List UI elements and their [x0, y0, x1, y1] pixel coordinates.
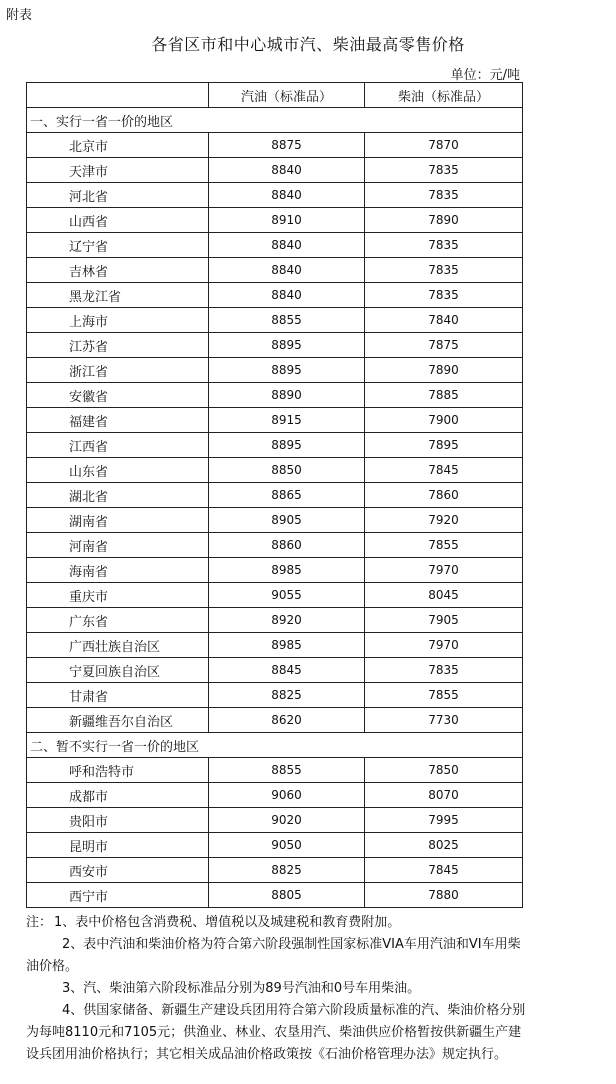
region-name: 呼和浩特市: [27, 758, 209, 783]
diesel-price: 7900: [365, 408, 523, 433]
diesel-price: 7835: [365, 233, 523, 258]
table-row: [27, 883, 523, 908]
diesel-price: 7855: [365, 533, 523, 558]
region-name: 湖南省: [27, 508, 209, 533]
region-name: 新疆维吾尔自治区: [27, 708, 209, 733]
gasoline-price: 8620: [209, 708, 365, 733]
table-body: [27, 108, 523, 908]
table-row: [27, 358, 523, 383]
region-name: 上海市: [27, 308, 209, 333]
gasoline-price: 8875: [209, 133, 365, 158]
diesel-price: 8025: [365, 833, 523, 858]
table-row: [27, 658, 523, 683]
notes: [26, 912, 526, 1066]
table-row: [27, 133, 523, 158]
gasoline-price: 8855: [209, 308, 365, 333]
region-name: 西宁市: [27, 883, 209, 908]
gasoline-price: 8895: [209, 433, 365, 458]
table-row: [27, 408, 523, 433]
gasoline-price: 8840: [209, 183, 365, 208]
diesel-price: 7970: [365, 558, 523, 583]
diesel-price: 7835: [365, 258, 523, 283]
region-name: 海南省: [27, 558, 209, 583]
price-table: [26, 82, 523, 908]
diesel-price: 7860: [365, 483, 523, 508]
diesel-price: 7835: [365, 183, 523, 208]
region-name: 河北省: [27, 183, 209, 208]
note-3: 3、汽、柴油第六阶段标准品分别为89号汽油和0号车用柴油。: [62, 981, 421, 996]
region-name: 浙江省: [27, 358, 209, 383]
diesel-price: 7890: [365, 208, 523, 233]
diesel-price: 7905: [365, 608, 523, 633]
diesel-price: 7835: [365, 158, 523, 183]
gasoline-price: 8985: [209, 633, 365, 658]
note-4: 4、供国家储备、新疆生产建设兵团用符合第六阶段质量标准的汽、柴油价格分别为每吨8110元和7105元；供渔业、林业、农垦用汽、柴油供应价格暂按供新疆生产建设兵团用油价格执行；其它相关成品油价格政策按《石油价格管理办法》规定执行。: [26, 1003, 526, 1062]
gasoline-price: 8805: [209, 883, 365, 908]
table-row: [27, 483, 523, 508]
table-row: [27, 433, 523, 458]
page-title: 各省区市和中心城市汽、柴油最高零售价格: [151, 35, 465, 54]
gasoline-price: 8920: [209, 608, 365, 633]
gasoline-price: 8855: [209, 758, 365, 783]
gasoline-price: 8985: [209, 558, 365, 583]
header-diesel: 柴油（标准品）: [365, 83, 523, 108]
appendix-label: 附表: [6, 8, 33, 23]
gasoline-price: 8860: [209, 533, 365, 558]
table-row: [27, 533, 523, 558]
note-2: 2、表中汽油和柴油价格为符合第六阶段强制性国家标准VIA车用汽油和VI车用柴油价格。: [26, 937, 521, 974]
diesel-price: 7890: [365, 358, 523, 383]
table-header-row: [27, 83, 523, 108]
gasoline-price: 8840: [209, 258, 365, 283]
diesel-price: 7995: [365, 808, 523, 833]
table-row: [27, 208, 523, 233]
section-label: 一、实行一省一价的地区: [27, 108, 523, 133]
diesel-price: 7835: [365, 283, 523, 308]
region-name: 西安市: [27, 858, 209, 883]
region-name: 天津市: [27, 158, 209, 183]
gasoline-price: 9050: [209, 833, 365, 858]
table-row: [27, 858, 523, 883]
section-row: [27, 733, 523, 758]
table-row: [27, 383, 523, 408]
gasoline-price: 8895: [209, 358, 365, 383]
region-name: 贵阳市: [27, 808, 209, 833]
region-name: 吉林省: [27, 258, 209, 283]
table-row: [27, 683, 523, 708]
gasoline-price: 8845: [209, 658, 365, 683]
region-name: 广东省: [27, 608, 209, 633]
diesel-price: 7870: [365, 133, 523, 158]
region-name: 重庆市: [27, 583, 209, 608]
table-row: [27, 183, 523, 208]
region-name: 北京市: [27, 133, 209, 158]
gasoline-price: 8840: [209, 158, 365, 183]
region-name: 山西省: [27, 208, 209, 233]
region-name: 成都市: [27, 783, 209, 808]
table-row: [27, 258, 523, 283]
region-name: 安徽省: [27, 383, 209, 408]
diesel-price: 7895: [365, 433, 523, 458]
gasoline-price: 8850: [209, 458, 365, 483]
note-1: [26, 912, 526, 934]
diesel-price: 7920: [365, 508, 523, 533]
table-row: [27, 158, 523, 183]
table-row: [27, 758, 523, 783]
table-row: [27, 508, 523, 533]
diesel-price: 7730: [365, 708, 523, 733]
table-row: [27, 283, 523, 308]
gasoline-price: 8825: [209, 858, 365, 883]
gasoline-price: 8865: [209, 483, 365, 508]
table-row: [27, 458, 523, 483]
region-name: 江苏省: [27, 333, 209, 358]
table-row: [27, 558, 523, 583]
gasoline-price: 9055: [209, 583, 365, 608]
header-gasoline: 汽油（标准品）: [209, 83, 365, 108]
region-name: 江西省: [27, 433, 209, 458]
diesel-price: 7840: [365, 308, 523, 333]
diesel-price: 8070: [365, 783, 523, 808]
diesel-price: 7875: [365, 333, 523, 358]
region-name: 福建省: [27, 408, 209, 433]
table-row: [27, 808, 523, 833]
table-row: [27, 233, 523, 258]
table-row: [27, 783, 523, 808]
table-row: [27, 833, 523, 858]
region-name: 山东省: [27, 458, 209, 483]
table-row: [27, 608, 523, 633]
gasoline-price: 8840: [209, 283, 365, 308]
region-name: 湖北省: [27, 483, 209, 508]
note-text: 1、表中价格包含消费税、增值税以及城建税和教育费附加。: [54, 915, 401, 930]
table-row: [27, 308, 523, 333]
region-name: 宁夏回族自治区: [27, 658, 209, 683]
gasoline-price: 9060: [209, 783, 365, 808]
unit-label: 单位：元/吨: [450, 68, 520, 83]
table-row: [27, 583, 523, 608]
header-region: [27, 83, 209, 108]
gasoline-price: 9020: [209, 808, 365, 833]
gasoline-price: 8910: [209, 208, 365, 233]
diesel-price: 7970: [365, 633, 523, 658]
diesel-price: 7845: [365, 858, 523, 883]
diesel-price: 7855: [365, 683, 523, 708]
diesel-price: 7835: [365, 658, 523, 683]
section-label: 二、暂不实行一省一价的地区: [27, 733, 523, 758]
diesel-price: 8045: [365, 583, 523, 608]
region-name: 河南省: [27, 533, 209, 558]
diesel-price: 7845: [365, 458, 523, 483]
gasoline-price: 8895: [209, 333, 365, 358]
note-lead: 注：: [26, 915, 53, 930]
region-name: 黑龙江省: [27, 283, 209, 308]
gasoline-price: 8915: [209, 408, 365, 433]
section-row: [27, 108, 523, 133]
diesel-price: 7885: [365, 383, 523, 408]
diesel-price: 7880: [365, 883, 523, 908]
table-row: [27, 708, 523, 733]
gasoline-price: 8905: [209, 508, 365, 533]
diesel-price: 7850: [365, 758, 523, 783]
table-row: [27, 333, 523, 358]
region-name: 甘肃省: [27, 683, 209, 708]
table-row: [27, 633, 523, 658]
gasoline-price: 8840: [209, 233, 365, 258]
region-name: 辽宁省: [27, 233, 209, 258]
gasoline-price: 8890: [209, 383, 365, 408]
gasoline-price: 8825: [209, 683, 365, 708]
region-name: 昆明市: [27, 833, 209, 858]
region-name: 广西壮族自治区: [27, 633, 209, 658]
